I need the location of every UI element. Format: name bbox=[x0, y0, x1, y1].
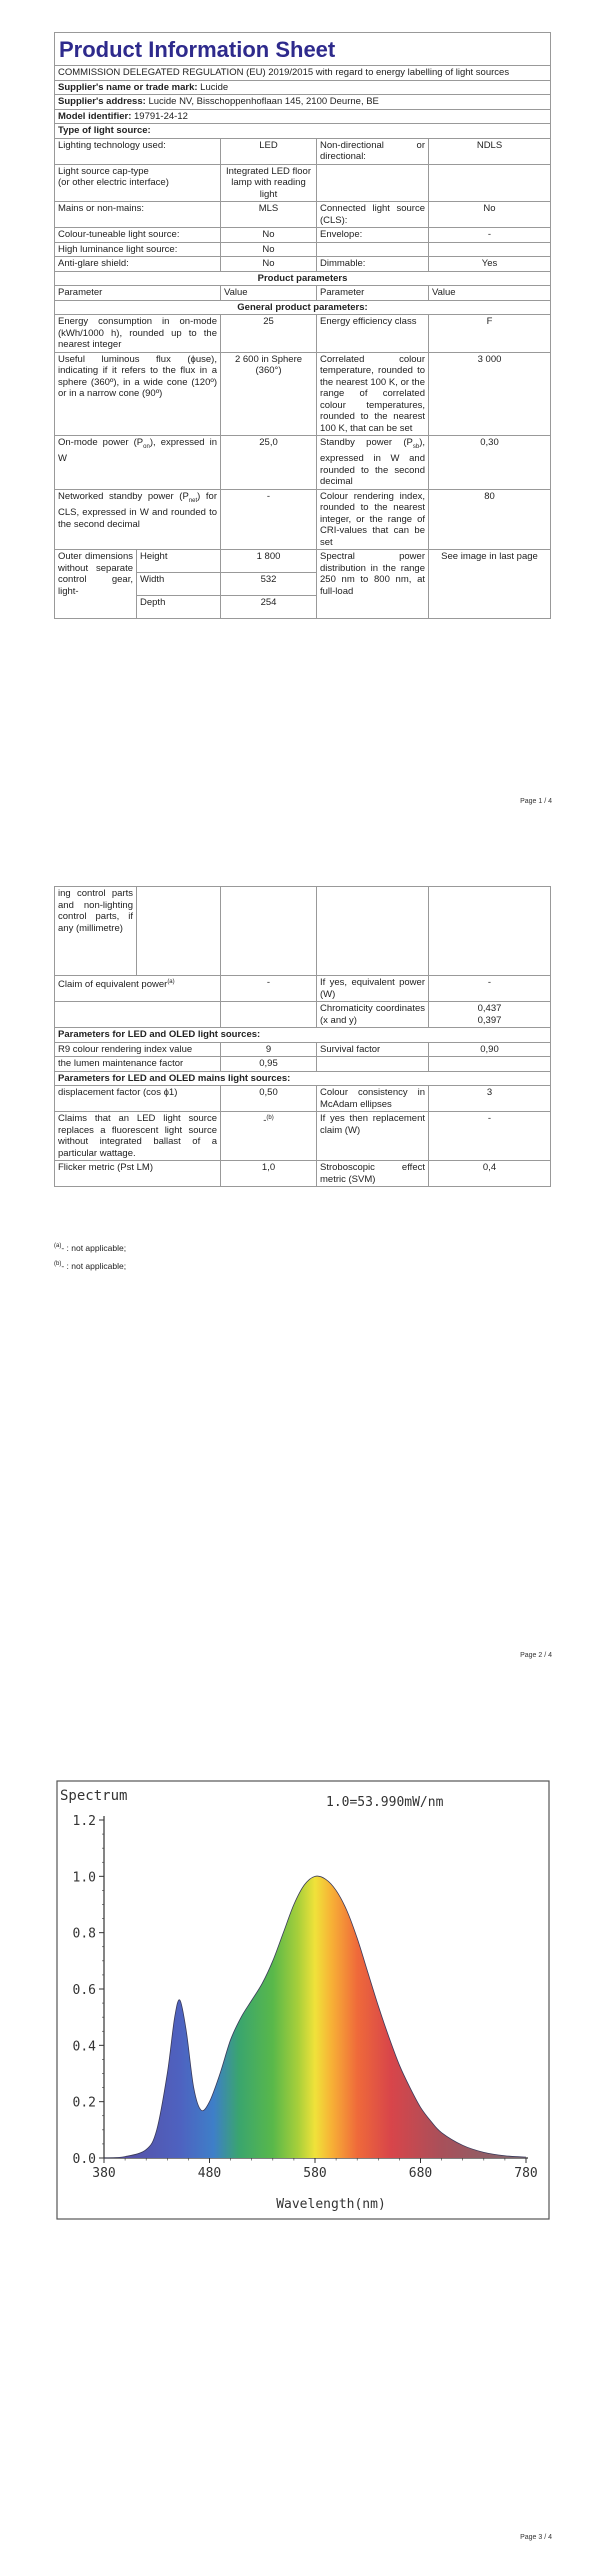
captype-value: Integrated LED floor lamp with reading light bbox=[221, 164, 317, 202]
r9-label: R9 colour rendering index value bbox=[55, 1042, 221, 1057]
supplier-address-row bbox=[55, 95, 551, 110]
high-lum-value: No bbox=[221, 242, 317, 257]
cri-label: Colour rendering index, rounded to the nearest integer, or the range of CRI-values that can be set bbox=[317, 489, 429, 550]
lighting-tech-label: Lighting technology used: bbox=[55, 138, 221, 164]
y-tick-label: 0.2 bbox=[72, 2095, 96, 2111]
mains-label: Mains or non-mains: bbox=[55, 202, 221, 228]
depth-label: Depth bbox=[137, 596, 221, 619]
replacement-value: - bbox=[429, 1112, 551, 1161]
chart-annotation: 1.0=53.990mW/nm bbox=[326, 1795, 444, 1810]
dimmable-value: Yes bbox=[429, 257, 551, 272]
chroma-value bbox=[429, 1002, 551, 1028]
svm-value: 0,4 bbox=[429, 1161, 551, 1187]
antiglare-label: Anti-glare shield: bbox=[55, 257, 221, 272]
model-identifier: 19791-24-12 bbox=[134, 110, 188, 122]
y-tick-label: 0.6 bbox=[72, 1983, 96, 1998]
nondirectional-label: Non-directional or directional: bbox=[317, 138, 429, 164]
claims-label: Claims that an LED light source replaces a fluorescent light source without integrated ballast of a particular wattage. bbox=[55, 1112, 221, 1161]
width-label: Width bbox=[137, 573, 221, 596]
supplier-name: Lucide bbox=[200, 81, 229, 93]
eff-class-value: F bbox=[429, 315, 551, 353]
info-table-part-1 bbox=[54, 32, 551, 619]
y-tick-label: 0.0 bbox=[72, 2152, 96, 2167]
outer-dim-label-cont: ing control parts and non-lighting control parts, if any (millimetre) bbox=[55, 887, 137, 976]
mains-value: MLS bbox=[221, 202, 317, 228]
cls-label: Connected light source (CLS): bbox=[317, 202, 429, 228]
page-3 bbox=[0, 1740, 604, 2560]
on-power-value: 25,0 bbox=[221, 436, 317, 490]
y-tick-label: 1.0 bbox=[72, 1870, 96, 1886]
consistency-label: Colour consistency in McAdam ellipses bbox=[317, 1086, 429, 1112]
envelope-label: Envelope: bbox=[317, 228, 429, 243]
footnotes bbox=[54, 1238, 126, 1274]
page-1 bbox=[0, 0, 604, 820]
value-head-1: Value bbox=[221, 286, 317, 301]
height-label: Height bbox=[137, 550, 221, 573]
spd-label: Spectral power distribution in the range 250 nm to 800 nm, at full-load bbox=[317, 550, 429, 619]
claim-equiv-label: Claim of equivalent power$^{(a)}$ bbox=[55, 976, 221, 1002]
y-tick-label: 0.4 bbox=[72, 2039, 96, 2055]
disp-label: displacement factor (cos ϕ1) bbox=[55, 1086, 221, 1112]
energy-cons-label: Energy consumption in on-mode (kWh/1000 h), rounded up to the nearest integer bbox=[55, 315, 221, 353]
lumen-maint-label: the lumen maintenance factor bbox=[55, 1057, 221, 1072]
value-head-2: Value bbox=[429, 286, 551, 301]
r9-value: 9 bbox=[221, 1042, 317, 1057]
flux-value: 2 600 in Sphere (360°) bbox=[221, 352, 317, 436]
supplier-name-label: Supplier's name or trade mark: bbox=[58, 81, 198, 93]
on-power-label: On-mode power $(P_{on})$, expressed in W bbox=[55, 436, 221, 490]
high-lum-label: High luminance light source: bbox=[55, 242, 221, 257]
supplier-name-row bbox=[55, 80, 551, 95]
svm-label: Stroboscopic effect metric (SVM) bbox=[317, 1161, 429, 1187]
survival-label: Survival factor bbox=[317, 1042, 429, 1057]
footnote-b: $^{(b)}$- : not applicable; bbox=[54, 1260, 127, 1271]
claim-equiv-value: - bbox=[221, 976, 317, 1002]
sheet-title: Product Information Sheet bbox=[55, 33, 551, 66]
chroma-x: 0,437 bbox=[477, 1003, 502, 1014]
dimmable-label: Dimmable: bbox=[317, 257, 429, 272]
model-label: Model identifier: bbox=[58, 110, 132, 122]
product-params-header: Product parameters bbox=[55, 271, 551, 286]
colour-tune-value: No bbox=[221, 228, 317, 243]
y-tick-label: 1.2 bbox=[72, 1814, 96, 1829]
x-tick-label: 680 bbox=[408, 2166, 433, 2181]
led-params-header: Parameters for LED and OLED light sources: bbox=[55, 1028, 551, 1043]
cls-value: No bbox=[429, 202, 551, 228]
supplier-address: Lucide NV, Bisschoppenhoflaan 145, 2100 Deurne, BE bbox=[148, 96, 379, 107]
net-standby-value: - bbox=[221, 489, 317, 550]
nondirectional-value: NDLS bbox=[429, 138, 551, 164]
chroma-label: Chromaticity coordinates (x and y) bbox=[317, 1002, 429, 1028]
consistency-value: 3 bbox=[429, 1086, 551, 1112]
supplier-address-label: Supplier's address: bbox=[58, 96, 146, 107]
param-head-2: Parameter bbox=[317, 286, 429, 301]
footnote-a: $^{(a)}$- : not applicable; bbox=[54, 1242, 127, 1253]
disp-value: 0,50 bbox=[221, 1086, 317, 1112]
info-table-part-2 bbox=[54, 886, 551, 1187]
model-row bbox=[55, 109, 551, 124]
cct-label: Correlated colour temperature, rounded to the nearest 100 K, or the range of correlated colour temperatures, rounded to the nearest 100 K, that can be set bbox=[317, 352, 429, 436]
x-tick-label: 580 bbox=[303, 2166, 327, 2181]
lumen-maint-value: 0,95 bbox=[221, 1057, 317, 1072]
eff-class-label: Energy efficiency class bbox=[317, 315, 429, 353]
x-axis-label: Wavelength(nm) bbox=[276, 2197, 386, 2212]
cri-value: 80 bbox=[429, 489, 551, 550]
flicker-value: 1,0 bbox=[221, 1161, 317, 1187]
depth-value: 254 bbox=[221, 596, 317, 619]
y-tick-label: 0.8 bbox=[72, 1926, 96, 1942]
spd-value: See image in last page bbox=[429, 550, 551, 619]
type-header: Type of light source: bbox=[55, 124, 551, 139]
equiv-power-label: If yes, equivalent power (W) bbox=[317, 976, 429, 1002]
mains-params-header: Parameters for LED and OLED mains light sources: bbox=[55, 1071, 551, 1086]
regulation-text: COMMISSION DELEGATED REGULATION (EU) 2019/2015 with regard to energy labelling of light sources bbox=[55, 66, 551, 81]
standby-value: 0,30 bbox=[429, 436, 551, 490]
page-number-2: Page 2 / 4 bbox=[520, 1652, 552, 1659]
chart-title: Spectrum bbox=[60, 1788, 128, 1804]
replacement-label: If yes then replacement claim (W) bbox=[317, 1112, 429, 1161]
equiv-power-value: - bbox=[429, 976, 551, 1002]
claims-value: -$^{(b)}$ bbox=[221, 1112, 317, 1161]
chroma-y: 0,397 bbox=[477, 1014, 502, 1026]
antiglare-value: No bbox=[221, 257, 317, 272]
x-tick-label: 480 bbox=[197, 2166, 222, 2181]
general-params-header: General product parameters: bbox=[55, 300, 551, 315]
spectrum-svg bbox=[56, 1780, 550, 2220]
x-tick-label: 380 bbox=[92, 2166, 116, 2181]
width-value: 532 bbox=[221, 573, 317, 596]
page-number-1: Page 1 / 4 bbox=[520, 798, 552, 805]
spectrum-chart bbox=[56, 1780, 550, 2220]
colour-tune-label: Colour-tuneable light source: bbox=[55, 228, 221, 243]
flux-label: Useful luminous flux (ϕuse), indicating if it refers to the flux in a sphere (360º), in a wide cone (120º) or in a narrow cone (90º) bbox=[55, 352, 221, 436]
height-value: 1 800 bbox=[221, 550, 317, 573]
envelope-value: - bbox=[429, 228, 551, 243]
net-standby-label: Networked standby power $(P_{net})$ for CLS, expressed in W and rounded to the second decimal bbox=[55, 489, 221, 550]
outer-dim-label: Outer dimensions without separate control gear, light- bbox=[55, 550, 137, 619]
page-number-3: Page 3 / 4 bbox=[520, 2534, 552, 2541]
energy-cons-value: 25 bbox=[221, 315, 317, 353]
x-tick-label: 780 bbox=[514, 2166, 538, 2181]
survival-value: 0,90 bbox=[429, 1042, 551, 1057]
captype-label: Light source cap-type (or other electric interface) bbox=[55, 164, 221, 202]
cct-value: 3 000 bbox=[429, 352, 551, 436]
flicker-label: Flicker metric (Pst LM) bbox=[55, 1161, 221, 1187]
lighting-tech-value: LED bbox=[221, 138, 317, 164]
page-2 bbox=[0, 880, 604, 1680]
param-head-1: Parameter bbox=[55, 286, 221, 301]
standby-label: Standby power $(P_{sb})$, expressed in W and rounded to the second decimal bbox=[317, 436, 429, 490]
